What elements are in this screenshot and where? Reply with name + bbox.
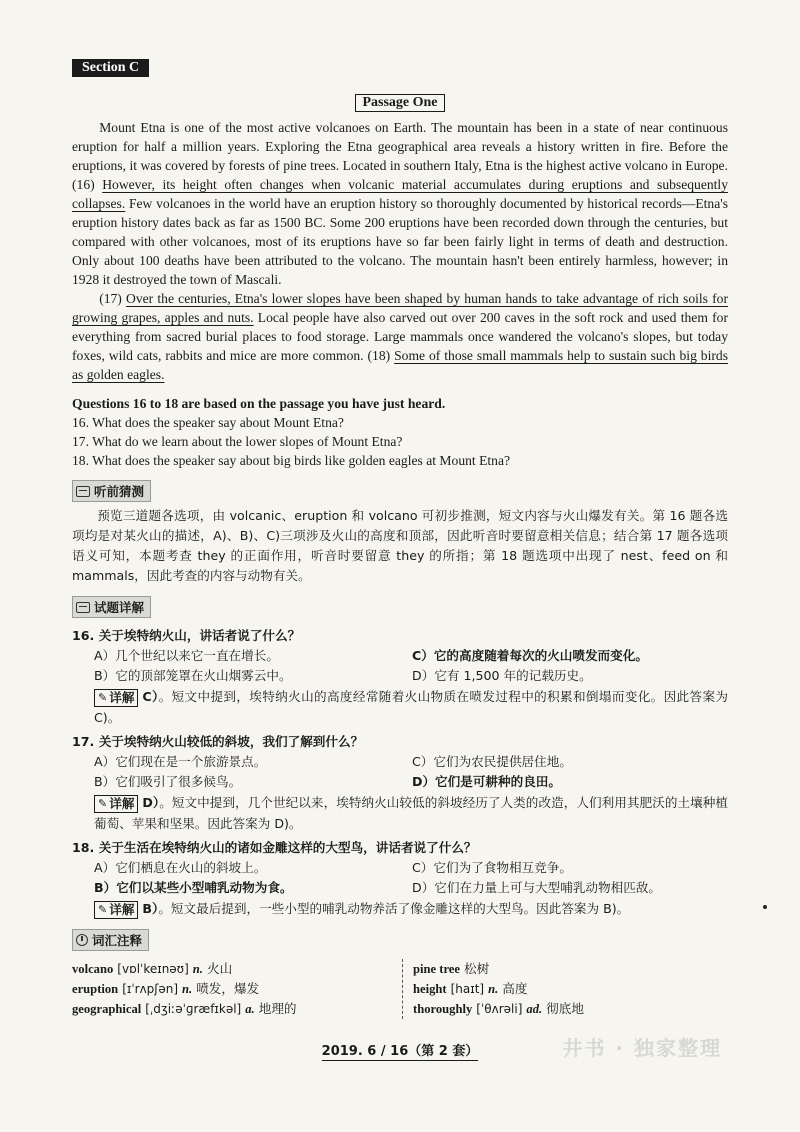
option-grid: [72, 646, 728, 686]
vocab-entry: volcano [vɒlˈkeɪnəʊ] n. 火山: [72, 961, 233, 976]
pencil-icon: ✎: [98, 903, 108, 916]
document-icon: [76, 602, 90, 613]
vocab-list: [72, 959, 728, 1019]
vocab-entry: eruption [ɪˈrʌpʃən] n. 喷发，爆发: [72, 981, 260, 996]
option-grid: [72, 752, 728, 792]
explain-question: 18. 关于生活在埃特纳火山的诸如金雕这样的大型鸟，讲话者说了什么？: [72, 840, 477, 855]
pencil-icon: ✎: [98, 691, 108, 704]
explain-detail: ✎ 详解 C）。短文中提到，埃特纳火山的高度经常随着火山物质在喷发过程中的积累和倒塌而变化。因此答案为 C)。: [94, 689, 728, 725]
watermark: 井书 · 独家整理: [562, 1036, 722, 1060]
option: B）它的顶部笼罩在火山烟雾云中。: [94, 668, 292, 683]
vocab-entry: geographical [ˌdʒiːəˈɡræfɪkəl] a. 地理的: [72, 1001, 297, 1016]
question-17: 17. What do we learn about the lower slopes of Mount Etna?: [72, 434, 403, 449]
explain-question: 17. 关于埃特纳火山较低的斜坡，我们了解到什么？: [72, 734, 364, 749]
option: C）它们为了食物相互竞争。: [412, 860, 572, 875]
option-correct: C）它的高度随着每次的火山喷发而变化。: [412, 648, 648, 663]
detail-tag: ✎ 详解: [94, 795, 138, 813]
explain-item-17: [72, 732, 728, 834]
explain-item-18: [72, 838, 728, 919]
vocab-entry: thoroughly [ˈθʌrəli] ad. 彻底地: [413, 1001, 584, 1016]
question-18: 18. What does the speaker say about big birds like golden eagles at Mount Etna?: [72, 453, 511, 468]
explain-item-16: [72, 626, 728, 728]
passage-text: [72, 118, 728, 384]
option-correct: D）它们是可耕种的良田。: [412, 774, 561, 789]
answer-underline-18: Some of those small mammals help to sustain such big birds as golden eagles.: [72, 348, 728, 382]
clock-icon: [76, 934, 88, 946]
detail-tag: ✎ 详解: [94, 689, 138, 707]
prelisten-label: 听前猜测: [72, 480, 151, 502]
passage-paragraph-2: (17) Over the centuries, Etna's lower slopes have been shaped by human hands to take advantage of rich soils for growing grapes, apples and nuts. Local people have also carved out over 200 caves in the soft rock and used them for everything from sacred burial places to food storage. Large mammals once wandered the volcano's slopes, but today foxes, wild cats, rabbits and mice are more common. (18) Some of those small mammals help to sustain such big birds as golden eagles.: [72, 291, 728, 382]
detail-tag: ✎ 详解: [94, 901, 138, 919]
answer-underline-17: Over the centuries, Etna's lower slopes have been shaped by human hands to take advantage of rich soils for growing grapes, apples and nuts.: [72, 291, 728, 325]
passage-title: Passage One: [355, 94, 444, 112]
vocab-column-left: [72, 959, 402, 1019]
passage-title-wrap: [72, 91, 728, 112]
page-content: [72, 56, 728, 1019]
answer-underline-16: However, its height often changes when volcanic material accumulates during eruptions and subsequently collapses.: [72, 177, 729, 211]
stray-dot: [763, 905, 767, 909]
option: A）它们栖息在火山的斜坡上。: [94, 860, 267, 875]
answer-letter: C）: [142, 689, 159, 704]
section-label: Section C: [72, 59, 149, 77]
pencil-icon: ✎: [98, 797, 108, 810]
vocab-label: 词汇注释: [72, 929, 149, 951]
vocab-column-right: [402, 959, 722, 1019]
option: B）它们吸引了很多候鸟。: [94, 774, 242, 789]
vocab-entry: pine tree 松树: [413, 961, 490, 976]
headline-icon: [76, 486, 90, 497]
option: D）它们在力量上可与大型哺乳动物相匹敌。: [412, 880, 661, 895]
explain-detail: ✎ 详解 D）。短文中提到，几个世纪以来，埃特纳火山较低的斜坡经历了人类的改造，人们利用其肥沃的土壤种植葡萄、苹果和坚果。因此答案为 D)。: [94, 795, 729, 831]
passage-paragraph-1: Mount Etna is one of the most active volcanoes on Earth. The mountain has been in a state of near continuous eruption for half a million years. Exploring the Etna geographical area reveals a history written in fire. Before the eruptions, it was covered by forests of pine trees. Located in southern Italy, Etna is the highest active volcano in Europe. (16) However, its height often changes when volcanic material accumulates during eruptions and subsequently collapses. Few volcanoes in the world have an eruption history so thoroughly documented by historical records—Etna's eruption history dates back as far as 1500 BC. Some 200 eruptions have been recorded down through the centuries, but compared with other volcanoes, most of its eruptions have so far been fairly light in terms of death and destruction. Only about 100 deaths have been attributed to the volcano. The mountain hasn't been entirely harmless, however; in 1928 it destroyed the town of Mascali.: [72, 120, 729, 287]
questions-heading: Questions 16 to 18 are based on the passage you have just heard.: [72, 396, 446, 411]
explain-question: 16. 关于埃特纳火山，讲话者说了什么？: [72, 628, 301, 643]
option: A）几个世纪以来它一直在增长。: [94, 648, 279, 663]
vocab-entry: height [haɪt] n. 高度: [413, 981, 528, 996]
option-grid: [72, 858, 728, 898]
explain-label: 试题详解: [72, 596, 151, 618]
page-number: 2019. 6 / 16（第 2 套）: [321, 1044, 479, 1059]
answer-letter: D）: [142, 795, 160, 810]
answer-letter: B）: [142, 901, 159, 916]
question-16: 16. What does the speaker say about Mount Etna?: [72, 415, 344, 430]
option-correct: B）它们以某些小型哺乳动物为食。: [94, 880, 293, 895]
option: D）它有 1,500 年的记载历史。: [412, 668, 592, 683]
prelisten-text: 预览三道题各选项，由 volcanic、eruption 和 volcano 可初步推测，短文内容与火山爆发有关。第 16 题各选项均是对某火山的描述，A)、B)、C)三项涉及火山的高度和顶部，因此听音时要留意相关信息；结合第 17 题各选项语义可知，本题考查 they 的正面作用，听音时要留意 they 的所指；第 18 题选项中出现了 nest、feed on 和 mammals，因此考查的内容与动物有关。: [72, 508, 728, 583]
option: A）它们现在是一个旅游景点。: [94, 754, 267, 769]
option: C）它们为农民提供居住地。: [412, 754, 572, 769]
explain-detail: ✎ 详解 B）。短文最后提到，一些小型的哺乳动物养活了像金雕这样的大型鸟。因此答案为 B)。: [72, 898, 728, 919]
